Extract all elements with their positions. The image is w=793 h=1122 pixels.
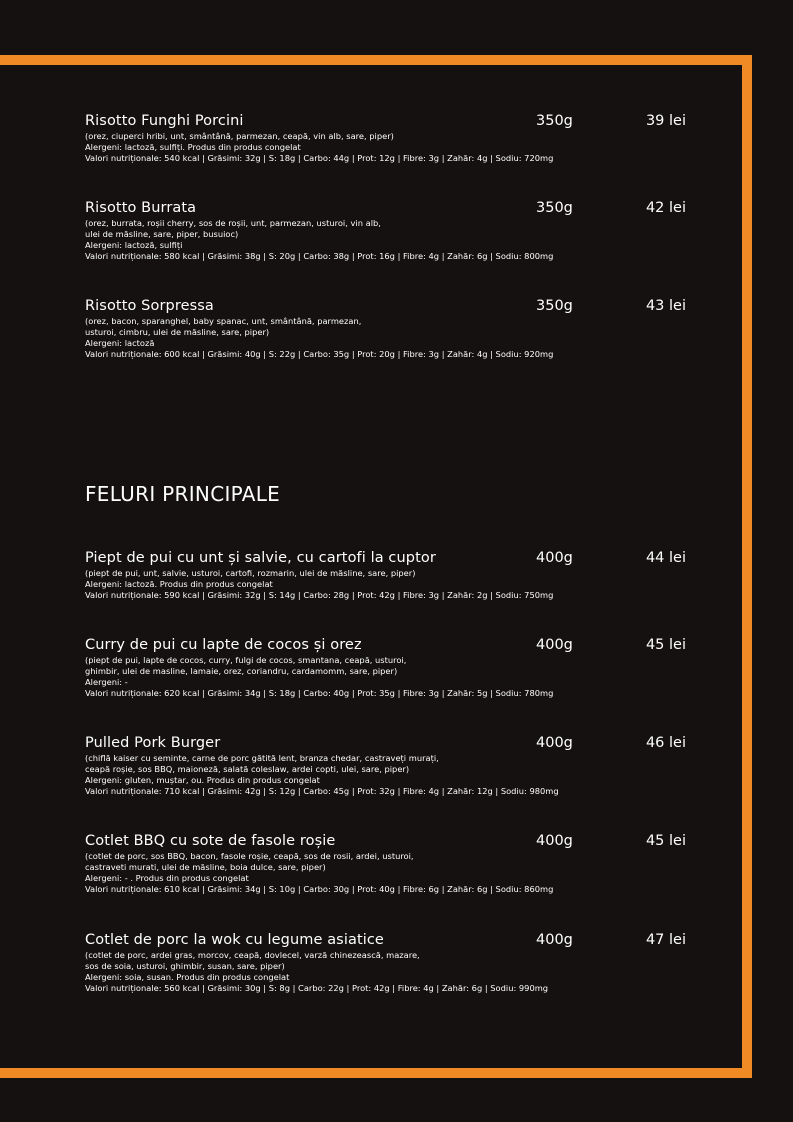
item-price: 43 lei [645,298,686,314]
item-name: Risotto Funghi Porcini [85,113,244,129]
item-allergens: Alergeni: lactoză. Produs din produs congelat [85,579,273,589]
menu-item [85,550,695,601]
item-ingredients: castraveti murati, ulei de măsline, boia dulce, sare, piper) [85,862,326,872]
item-ingredients: (cotlet de porc, ardei gras, morcov, ceapă, dovlecel, varză chinezească, mazare, [85,950,420,960]
item-name: Curry de pui cu lapte de cocos și orez [85,637,362,653]
item-ingredients: ceapă roșie, sos BBQ, maioneză, salată coleslaw, ardei copti, ulei, sare, piper) [85,764,410,774]
item-weight: 400g [536,833,573,849]
menu-item [85,833,695,895]
item-nutrition: Valori nutriționale: 540 kcal | Grăsimi: 32g | S: 18g | Carbo: 44g | Prot: 12g | Fibre: 3g | Zahăr: 4g | Sodiu: 720mg [85,153,554,163]
item-price: 44 lei [645,550,686,566]
item-weight: 400g [536,735,573,751]
item-allergens: Alergeni: - . Produs din produs congelat [85,873,249,883]
menu-item [85,637,695,699]
menu-item [85,113,695,164]
item-ingredients: (piept de pui, unt, salvie, usturoi, cartofi, rozmarin, ulei de măsline, sare, piper) [85,568,416,578]
item-name: Cotlet de porc la wok cu legume asiatice [85,932,384,948]
section-title: FELURI PRINCIPALE [85,482,281,506]
item-weight: 400g [536,932,573,948]
item-ingredients: (cotlet de porc, sos BBQ, bacon, fasole roșie, ceapă, sos de rosii, ardei, usturoi, [85,851,414,861]
item-allergens: Alergeni: soia, susan. Produs din produs congelat [85,972,290,982]
item-price: 47 lei [645,932,686,948]
item-price: 45 lei [645,833,686,849]
item-nutrition: Valori nutriționale: 590 kcal | Grăsimi: 32g | S: 14g | Carbo: 28g | Prot: 42g | Fibre: 3g | Zahăr: 2g | Sodiu: 750mg [85,590,554,600]
item-nutrition: Valori nutriționale: 710 kcal | Grăsimi: 42g | S: 12g | Carbo: 45g | Prot: 32g | Fibre: 4g | Zahăr: 12g | Sodiu: 980mg [85,786,559,796]
item-allergens: Alergeni: lactoză, sulfiți. Produs din produs congelat [85,142,301,152]
item-price: 46 lei [645,735,686,751]
menu-item [85,932,695,994]
item-price: 39 lei [645,113,686,129]
item-allergens: Alergeni: gluten, muștar, ou. Produs din produs congelat [85,775,320,785]
item-ingredients: (orez, ciuperci hribi, unt, smântână, parmezan, ceapă, vin alb, sare, piper) [85,131,394,141]
item-ingredients: ghimbir, ulei de masline, lamaie, orez, coriandru, cardamomm, sare, piper) [85,666,398,676]
item-name: Cotlet BBQ cu sote de fasole roșie [85,833,336,849]
item-name: Piept de pui cu unt și salvie, cu cartofi la cuptor [85,550,436,566]
item-weight: 350g [536,298,573,314]
item-weight: 350g [536,113,573,129]
item-ingredients: sos de soia, usturoi, ghimbir, susan, sare, piper) [85,961,285,971]
item-ingredients: usturoi, cimbru, ulei de măsline, sare, piper) [85,327,270,337]
item-price: 42 lei [645,200,686,216]
menu-item [85,735,695,797]
item-weight: 400g [536,637,573,653]
item-nutrition: Valori nutriționale: 560 kcal | Grăsimi: 30g | S: 8g | Carbo: 22g | Prot: 42g | Fibre: 4g | Zahăr: 6g | Sodiu: 990mg [85,983,549,993]
item-allergens: Alergeni: lactoză [85,338,155,348]
item-price: 45 lei [645,637,686,653]
item-ingredients: (orez, burrata, roșii cherry, sos de roșii, unt, parmezan, usturoi, vin alb, [85,218,381,228]
item-weight: 350g [536,200,573,216]
item-ingredients: (orez, bacon, sparanghel, baby spanac, unt, smântână, parmezan, [85,316,362,326]
item-nutrition: Valori nutriționale: 600 kcal | Grăsimi: 40g | S: 22g | Carbo: 35g | Prot: 20g | Fibre: 3g | Zahăr: 4g | Sodiu: 920mg [85,349,554,359]
item-nutrition: Valori nutriționale: 620 kcal | Grăsimi: 34g | S: 18g | Carbo: 40g | Prot: 35g | Fibre: 3g | Zahăr: 5g | Sodiu: 780mg [85,688,554,698]
item-name: Pulled Pork Burger [85,735,221,751]
item-weight: 400g [536,550,573,566]
menu-item [85,200,695,262]
item-allergens: Alergeni: - [85,677,128,687]
item-allergens: Alergeni: lactoză, sulfiți [85,240,183,250]
item-nutrition: Valori nutriționale: 610 kcal | Grăsimi: 34g | S: 10g | Carbo: 30g | Prot: 40g | Fibre: 6g | Zahăr: 6g | Sodiu: 860mg [85,884,554,894]
item-ingredients: ulei de măsline, sare, piper, busuioc) [85,229,239,239]
item-name: Risotto Sorpressa [85,298,214,314]
item-name: Risotto Burrata [85,200,197,216]
item-nutrition: Valori nutriționale: 580 kcal | Grăsimi: 38g | S: 20g | Carbo: 38g | Prot: 16g | Fibre: 4g | Zahăr: 6g | Sodiu: 800mg [85,251,554,261]
item-ingredients: (chiflă kaiser cu seminte, carne de porc gătită lent, branza chedar, castraveți murați, [85,753,439,763]
item-ingredients: (piept de pui, lapte de cocos, curry, fulgi de cocos, smantana, ceapă, usturoi, [85,655,407,665]
menu-item [85,298,695,360]
